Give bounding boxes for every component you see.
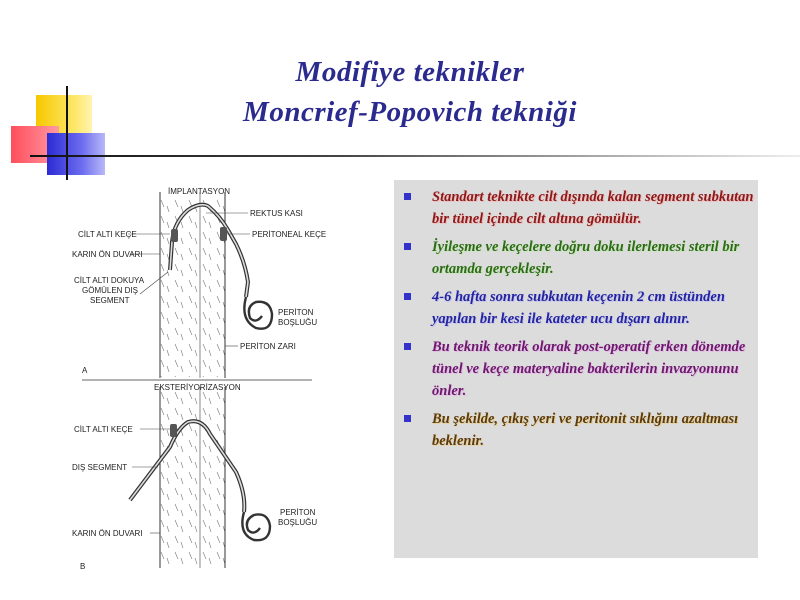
title-line-1: Modifiye teknikler [295, 56, 525, 88]
label-panel-a: A [82, 366, 88, 375]
label-dis-segment: DIŞ SEGMENT [72, 463, 128, 472]
label-panel-b: B [80, 562, 86, 571]
catheter-diagram [60, 182, 390, 577]
bullet-square-icon [404, 193, 411, 200]
coil-a [244, 297, 272, 329]
bullet-item [404, 236, 754, 280]
label-implantasyon: İMPLANTASYON [168, 187, 231, 196]
bullet-item [404, 286, 754, 330]
cuff-subcutaneous-b [170, 424, 177, 437]
label-periton-zari: PERİTON ZARI [240, 342, 296, 351]
label-periton-boslugu-a-1: PERİTON [278, 308, 314, 317]
bullet-item [404, 408, 754, 452]
cuff-peritoneal-a [220, 227, 227, 241]
label-gomulen-line-1: CİLT ALTI DOKUYA [74, 276, 145, 285]
text-panel [394, 180, 758, 558]
label-karin-on-duvari-b: KARIN ÖN DUVARI [72, 529, 143, 538]
label-eksteriyorizasyon: EKSTERİYORİZASYON [154, 383, 241, 392]
bullet-text: Bu teknik teorik olarak post-operatif erken dönemde tünel ve keçe materyaline bakterilerin invazyonunu önler. [432, 339, 746, 399]
coil-b [242, 512, 270, 540]
label-periton-boslugu-b-1: PERİTON [280, 508, 316, 517]
bullet-text: Bu şekilde, çıkış yeri ve peritonit sıklığını azaltması beklenir. [432, 411, 739, 449]
bullet-square-icon [404, 415, 411, 422]
bullet-item [404, 186, 754, 230]
slide-title [150, 52, 670, 132]
bullet-square-icon [404, 343, 411, 350]
label-cilt-alti-kece-b: CİLT ALTI KEÇE [74, 425, 133, 434]
bullet-square-icon [404, 293, 411, 300]
label-periton-boslugu-b-2: BOŞLUĞU [278, 518, 318, 527]
label-peritoneal-kece: PERİTONEAL KEÇE [252, 230, 327, 239]
label-karin-on-duvari-a: KARIN ÖN DUVARI [72, 250, 143, 259]
label-periton-boslugu-a-2: BOŞLUĞU [278, 318, 318, 327]
decor-vertical-line [66, 86, 68, 180]
bullet-text: İyileşme ve keçelere doğru doku ilerlemesi steril bir ortamda gerçekleşir. [432, 239, 740, 277]
decor-square-blue [47, 133, 105, 175]
label-rektus-kasi: REKTUS KASI [250, 209, 303, 218]
wall-a [160, 197, 225, 377]
label-cilt-alti-kece-a: CİLT ALTI KEÇE [78, 230, 137, 239]
title-underline [30, 155, 800, 157]
bullet-list [404, 186, 754, 458]
bullet-square-icon [404, 243, 411, 250]
label-gomulen-line-2: GÖMÜLEN DIŞ [82, 286, 139, 295]
label-gomulen-line-3: SEGMENT [90, 296, 130, 305]
bullet-item [404, 336, 754, 402]
wall-b [160, 392, 225, 567]
catheter-drawing [60, 182, 390, 577]
bullet-text: Standart teknikte cilt dışında kalan segment subkutan bir tünel içinde cilt altına gömülür. [432, 189, 754, 227]
cuff-subcutaneous-a [171, 229, 178, 242]
title-line-2: Moncrief-Popovich tekniği [243, 96, 577, 128]
bullet-text: 4-6 hafta sonra subkutan keçenin 2 cm üstünden yapılan bir kesi ile kateter ucu dışarı alınır. [432, 289, 725, 327]
